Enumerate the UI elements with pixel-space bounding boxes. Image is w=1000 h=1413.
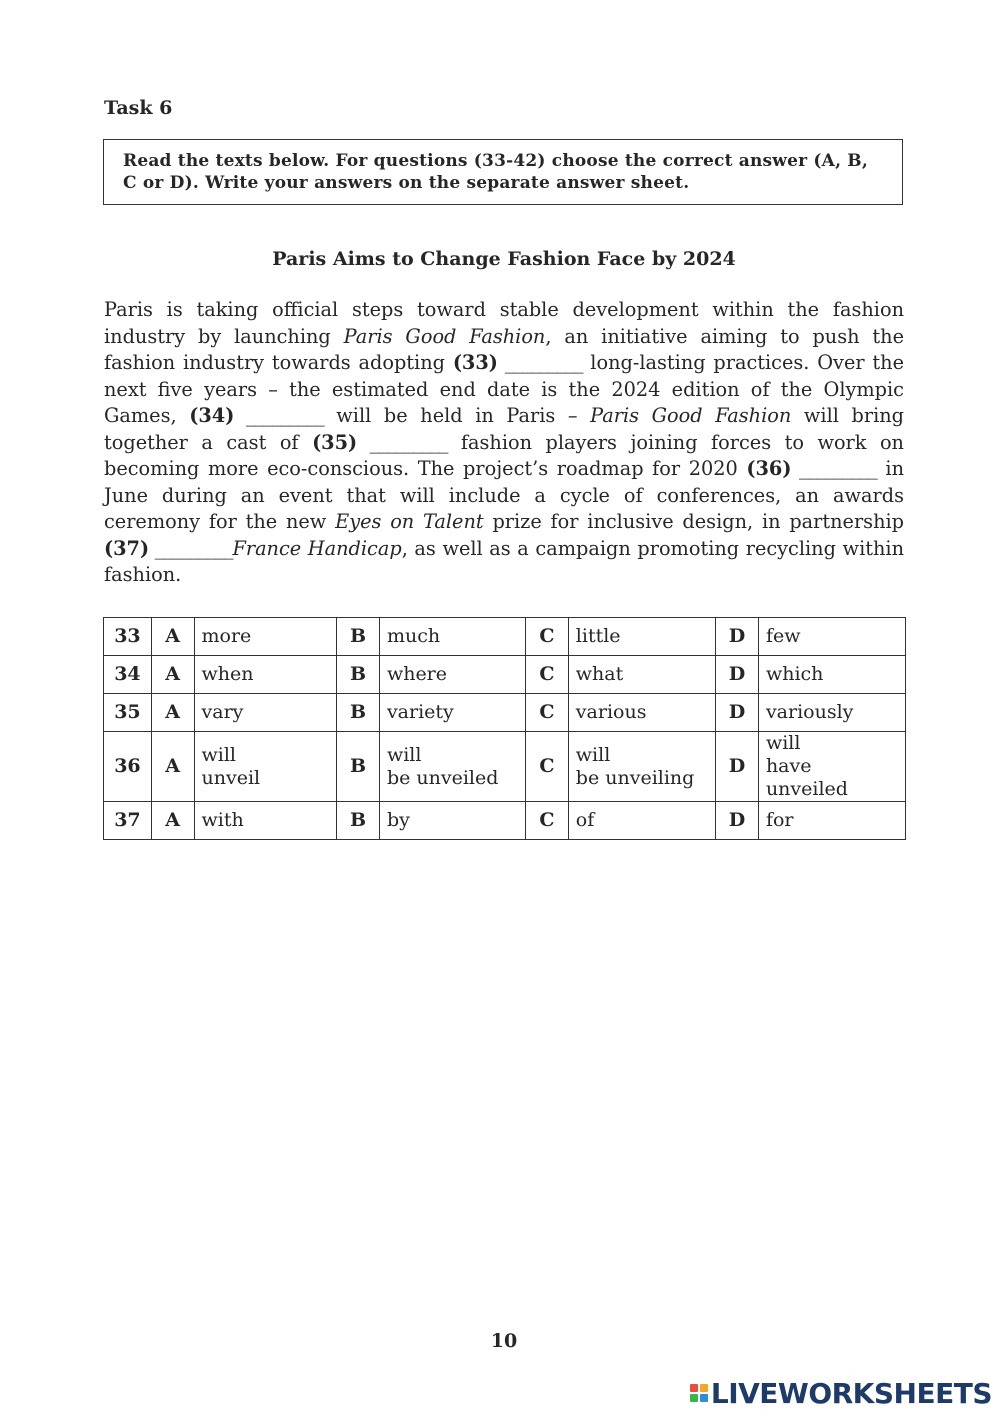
- logo-square: [700, 1384, 708, 1392]
- option-text: [758, 694, 905, 732]
- answer-options-table: [103, 617, 906, 840]
- option-line: for: [765, 809, 794, 831]
- question-number-ref: (35): [312, 430, 358, 454]
- option-letter: C: [526, 618, 569, 656]
- option-text: [194, 802, 337, 840]
- option-line: with: [201, 809, 244, 831]
- option-text: [568, 656, 715, 694]
- option-letter: C: [526, 802, 569, 840]
- option-text: [568, 618, 715, 656]
- option-line: much: [386, 625, 441, 647]
- question-number: 33: [104, 618, 152, 656]
- option-line: be unveiled: [386, 766, 499, 789]
- logo-square: [690, 1384, 698, 1392]
- option-letter: A: [151, 694, 194, 732]
- logo-text: LIVEWORKSHEETS: [710, 1376, 992, 1410]
- italic-title: Eyes on Talent: [335, 510, 484, 533]
- option-letter: D: [716, 694, 759, 732]
- option-letter: C: [526, 732, 569, 802]
- passage-text: [104, 297, 904, 589]
- option-text: [379, 694, 525, 732]
- option-line: vary: [201, 701, 244, 723]
- option-text: [379, 732, 525, 802]
- option-line: be unveiling: [575, 766, 695, 789]
- liveworksheets-logo: [690, 1377, 992, 1409]
- option-line: will: [765, 732, 801, 754]
- question-row: [104, 802, 906, 840]
- passage-segment: in June during an event that will include a cycle of conferences, an awards ceremony for the new: [104, 457, 904, 533]
- option-line: more: [201, 625, 252, 647]
- italic-title: France Handicap: [232, 536, 402, 560]
- passage-segment: prize for inclusive design, in partnership: [483, 510, 904, 533]
- option-letter: C: [526, 656, 569, 694]
- option-text: [379, 802, 525, 840]
- option-letter: A: [151, 732, 194, 802]
- option-letter: D: [716, 618, 759, 656]
- question-number-ref: (34): [189, 404, 235, 427]
- option-text: [568, 732, 715, 802]
- question-number-ref: (36): [746, 457, 792, 480]
- answer-blank: _________: [357, 430, 448, 454]
- option-letter: B: [337, 802, 380, 840]
- option-line: have unveiled: [765, 755, 848, 800]
- option-letter: C: [526, 694, 569, 732]
- option-line: unveil: [201, 766, 261, 789]
- passage-segment: Paris is taking official steps toward stable development within the fashion industry by launching: [104, 298, 904, 348]
- answer-blank: _________: [234, 404, 324, 427]
- question-number: 37: [104, 802, 152, 840]
- option-line: what: [575, 663, 624, 685]
- option-text: [758, 618, 905, 656]
- logo-square: [690, 1394, 698, 1402]
- option-letter: A: [151, 802, 194, 840]
- option-line: where: [386, 663, 448, 685]
- question-number-ref: (33): [452, 351, 498, 374]
- question-row: [104, 732, 906, 802]
- option-letter: A: [151, 656, 194, 694]
- passage-segment: fashion players joining forces to work on becoming more eco-conscious. The project’s roadmap for 2020: [104, 430, 904, 480]
- answer-blank: _________: [791, 457, 877, 480]
- question-number-ref: (37): [104, 536, 150, 560]
- passage-segment: long-lasting practices. Over the next five years – the estimated end date is the 2024 edition of the Olympic Games,: [104, 351, 904, 427]
- instructions-box: Read the texts below. For questions (33-42) choose the correct answer (A, B, C or D). Write your answers on the separate answer sheet.: [103, 139, 903, 205]
- option-letter: B: [337, 656, 380, 694]
- passage-segment: will be held in Paris –: [323, 404, 591, 427]
- option-letter: B: [337, 732, 380, 802]
- option-line: will: [201, 743, 237, 766]
- option-line: little: [575, 625, 621, 647]
- option-letter: D: [716, 656, 759, 694]
- italic-title: Paris Good Fashion: [343, 324, 546, 348]
- option-letter: B: [337, 618, 380, 656]
- option-letter: B: [337, 694, 380, 732]
- option-line: which: [765, 663, 824, 685]
- option-text: [194, 656, 337, 694]
- option-line: variously: [765, 701, 854, 723]
- option-line: variety: [386, 701, 454, 723]
- passage-segment: , as well as a campaign promoting recycling within fashion.: [104, 536, 904, 586]
- option-text: [758, 802, 905, 840]
- option-letter: D: [716, 732, 759, 802]
- option-text: [758, 732, 905, 802]
- question-number: 34: [104, 656, 152, 694]
- answer-blank: _________: [497, 351, 583, 374]
- option-line: will: [575, 743, 611, 766]
- question-row: [104, 656, 906, 694]
- option-letter: A: [151, 618, 194, 656]
- task-title: Task 6: [104, 97, 173, 119]
- option-text: [568, 802, 715, 840]
- question-row: [104, 618, 906, 656]
- option-text: [194, 694, 337, 732]
- option-text: [568, 694, 715, 732]
- question-number: 35: [104, 694, 152, 732]
- option-line: when: [201, 663, 254, 685]
- passage-segment: will bring together a cast of: [104, 404, 905, 454]
- option-text: [379, 656, 525, 694]
- option-line: of: [575, 809, 595, 831]
- question-number: 36: [104, 732, 152, 802]
- question-row: [104, 694, 906, 732]
- option-text: [194, 618, 337, 656]
- page-number: 10: [490, 1330, 518, 1352]
- passage-title: Paris Aims to Change Fashion Face by 2024: [272, 248, 736, 270]
- option-line: few: [765, 625, 801, 647]
- logo-square: [700, 1394, 708, 1402]
- option-line: will: [386, 743, 422, 766]
- option-text: [194, 732, 337, 802]
- option-letter: D: [716, 802, 759, 840]
- option-line: various: [575, 701, 647, 723]
- logo-grid-icon: [690, 1384, 708, 1402]
- passage-paragraph: [104, 297, 904, 589]
- italic-title: Paris Good Fashion: [590, 404, 792, 427]
- option-text: [758, 656, 905, 694]
- option-text: [379, 618, 525, 656]
- passage-segment: , an initiative aiming to push the fashion industry towards adopting: [104, 324, 905, 374]
- option-line: by: [386, 809, 410, 831]
- answer-blank: _________: [149, 536, 233, 560]
